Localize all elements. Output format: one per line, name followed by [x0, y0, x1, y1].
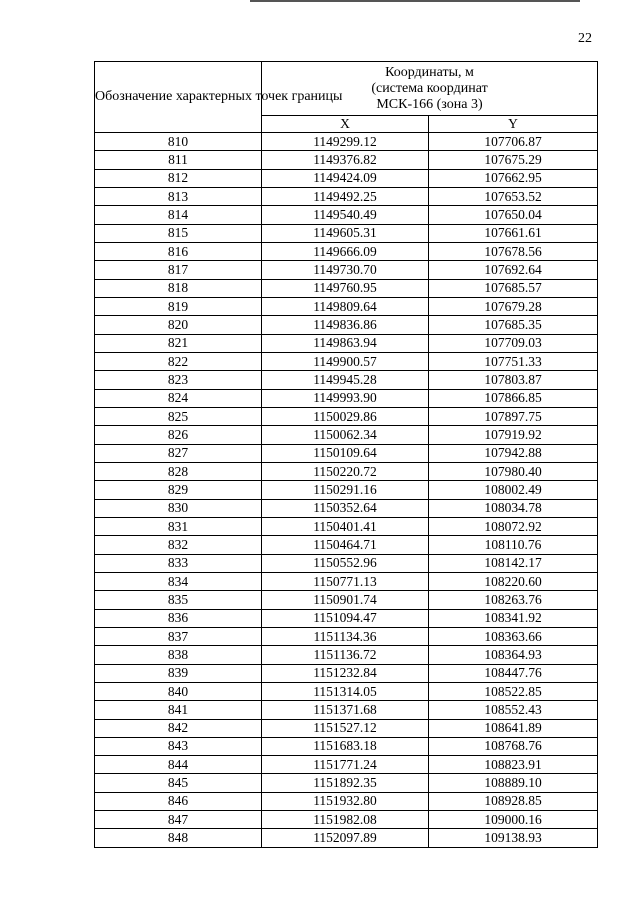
header-x: X	[262, 116, 429, 133]
x-cell: 1150552.96	[262, 554, 429, 572]
table-row	[95, 151, 598, 169]
table-row	[95, 481, 598, 499]
point-cell: 815	[95, 224, 262, 242]
y-cell: 108522.85	[429, 682, 598, 700]
x-cell: 1149376.82	[262, 151, 429, 169]
table-row	[95, 499, 598, 517]
y-cell: 108641.89	[429, 719, 598, 737]
table-row	[95, 701, 598, 719]
y-cell: 107685.57	[429, 279, 598, 297]
table-row	[95, 719, 598, 737]
y-cell: 107751.33	[429, 352, 598, 370]
y-cell: 107650.04	[429, 206, 598, 224]
header-coords-line2: (система координат	[371, 80, 488, 96]
table-row	[95, 811, 598, 829]
table-row	[95, 536, 598, 554]
table-row	[95, 829, 598, 847]
page-number: 22	[578, 31, 592, 46]
point-cell: 811	[95, 151, 262, 169]
x-cell: 1151771.24	[262, 756, 429, 774]
x-cell: 1149945.28	[262, 371, 429, 389]
x-cell: 1150029.86	[262, 407, 429, 425]
point-cell: 829	[95, 481, 262, 499]
x-cell: 1151982.08	[262, 811, 429, 829]
table-row	[95, 407, 598, 425]
point-cell: 820	[95, 316, 262, 334]
y-cell: 108823.91	[429, 756, 598, 774]
table-row	[95, 206, 598, 224]
coordinates-table	[94, 61, 598, 848]
y-cell: 108552.43	[429, 701, 598, 719]
point-cell: 827	[95, 444, 262, 462]
x-cell: 1150901.74	[262, 591, 429, 609]
table-row	[95, 682, 598, 700]
y-cell: 108928.85	[429, 792, 598, 810]
x-cell: 1149809.64	[262, 297, 429, 315]
table-row	[95, 572, 598, 590]
header-y: Y	[429, 116, 598, 133]
y-cell: 108889.10	[429, 774, 598, 792]
y-cell: 107709.03	[429, 334, 598, 352]
point-cell: 819	[95, 297, 262, 315]
x-cell: 1151134.36	[262, 627, 429, 645]
point-cell: 830	[95, 499, 262, 517]
table-row	[95, 279, 598, 297]
table-row	[95, 133, 598, 151]
x-cell: 1151232.84	[262, 664, 429, 682]
point-cell: 837	[95, 627, 262, 645]
point-cell: 845	[95, 774, 262, 792]
x-cell: 1151683.18	[262, 737, 429, 755]
y-cell: 109000.16	[429, 811, 598, 829]
y-cell: 107661.61	[429, 224, 598, 242]
point-cell: 834	[95, 572, 262, 590]
x-cell: 1151932.80	[262, 792, 429, 810]
x-cell: 1149760.95	[262, 279, 429, 297]
table-row	[95, 261, 598, 279]
header-coords-line1: Координаты, м	[385, 64, 474, 80]
x-cell: 1151094.47	[262, 609, 429, 627]
x-cell: 1149666.09	[262, 242, 429, 260]
x-cell: 1152097.89	[262, 829, 429, 847]
table-row	[95, 169, 598, 187]
x-cell: 1151371.68	[262, 701, 429, 719]
point-cell: 841	[95, 701, 262, 719]
y-cell: 108263.76	[429, 591, 598, 609]
y-cell: 109138.93	[429, 829, 598, 847]
table-row	[95, 609, 598, 627]
top-rule	[250, 0, 580, 2]
y-cell: 108220.60	[429, 572, 598, 590]
y-cell: 108110.76	[429, 536, 598, 554]
point-cell: 842	[95, 719, 262, 737]
point-cell: 828	[95, 462, 262, 480]
y-cell: 108341.92	[429, 609, 598, 627]
point-cell: 822	[95, 352, 262, 370]
x-cell: 1149424.09	[262, 169, 429, 187]
y-cell: 107675.29	[429, 151, 598, 169]
point-cell: 821	[95, 334, 262, 352]
table-row	[95, 664, 598, 682]
table-row	[95, 737, 598, 755]
x-cell: 1149299.12	[262, 133, 429, 151]
y-cell: 107866.85	[429, 389, 598, 407]
point-cell: 818	[95, 279, 262, 297]
x-cell: 1150464.71	[262, 536, 429, 554]
x-cell: 1151314.05	[262, 682, 429, 700]
point-cell: 835	[95, 591, 262, 609]
header-coords-line3: МСК-166 (зона 3)	[376, 96, 483, 112]
x-cell: 1149605.31	[262, 224, 429, 242]
header-point-designation: Обозначение характерных точек границы	[95, 62, 262, 133]
table-row	[95, 646, 598, 664]
x-cell: 1150220.72	[262, 462, 429, 480]
x-cell: 1150109.64	[262, 444, 429, 462]
point-cell: 813	[95, 187, 262, 205]
point-cell: 832	[95, 536, 262, 554]
x-cell: 1149492.25	[262, 187, 429, 205]
y-cell: 108072.92	[429, 517, 598, 535]
y-cell: 107706.87	[429, 133, 598, 151]
y-cell: 108034.78	[429, 499, 598, 517]
point-cell: 838	[95, 646, 262, 664]
point-cell: 812	[95, 169, 262, 187]
x-cell: 1149863.94	[262, 334, 429, 352]
table-row	[95, 187, 598, 205]
point-cell: 823	[95, 371, 262, 389]
table-row	[95, 352, 598, 370]
x-cell: 1149900.57	[262, 352, 429, 370]
y-cell: 107942.88	[429, 444, 598, 462]
table-row	[95, 756, 598, 774]
table-row	[95, 297, 598, 315]
x-cell: 1150062.34	[262, 426, 429, 444]
y-cell: 108002.49	[429, 481, 598, 499]
table-row	[95, 462, 598, 480]
y-cell: 108363.66	[429, 627, 598, 645]
point-cell: 831	[95, 517, 262, 535]
x-cell: 1150401.41	[262, 517, 429, 535]
table-row	[95, 316, 598, 334]
x-cell: 1149730.70	[262, 261, 429, 279]
y-cell: 108447.76	[429, 664, 598, 682]
y-cell: 107653.52	[429, 187, 598, 205]
table-row	[95, 224, 598, 242]
x-cell: 1151136.72	[262, 646, 429, 664]
x-cell: 1151892.35	[262, 774, 429, 792]
table-row	[95, 444, 598, 462]
x-cell: 1150352.64	[262, 499, 429, 517]
point-cell: 833	[95, 554, 262, 572]
point-cell: 817	[95, 261, 262, 279]
y-cell: 108142.17	[429, 554, 598, 572]
y-cell: 107803.87	[429, 371, 598, 389]
point-cell: 839	[95, 664, 262, 682]
y-cell: 107662.95	[429, 169, 598, 187]
point-cell: 826	[95, 426, 262, 444]
point-cell: 824	[95, 389, 262, 407]
table-row	[95, 389, 598, 407]
point-cell: 843	[95, 737, 262, 755]
table-row	[95, 627, 598, 645]
x-cell: 1149540.49	[262, 206, 429, 224]
table-row	[95, 517, 598, 535]
y-cell: 107678.56	[429, 242, 598, 260]
table-row	[95, 242, 598, 260]
point-cell: 840	[95, 682, 262, 700]
table-row	[95, 371, 598, 389]
y-cell: 107692.64	[429, 261, 598, 279]
x-cell: 1150291.16	[262, 481, 429, 499]
x-cell: 1149993.90	[262, 389, 429, 407]
x-cell: 1150771.13	[262, 572, 429, 590]
y-cell: 107897.75	[429, 407, 598, 425]
x-cell: 1151527.12	[262, 719, 429, 737]
y-cell: 108768.76	[429, 737, 598, 755]
table-row	[95, 334, 598, 352]
point-cell: 814	[95, 206, 262, 224]
table-row	[95, 554, 598, 572]
table-row	[95, 591, 598, 609]
point-cell: 825	[95, 407, 262, 425]
point-cell: 836	[95, 609, 262, 627]
point-cell: 847	[95, 811, 262, 829]
point-cell: 816	[95, 242, 262, 260]
x-cell: 1149836.86	[262, 316, 429, 334]
point-cell: 848	[95, 829, 262, 847]
y-cell: 107919.92	[429, 426, 598, 444]
y-cell: 107679.28	[429, 297, 598, 315]
table-row	[95, 426, 598, 444]
point-cell: 844	[95, 756, 262, 774]
point-cell: 810	[95, 133, 262, 151]
y-cell: 107980.40	[429, 462, 598, 480]
table-row	[95, 774, 598, 792]
point-cell: 846	[95, 792, 262, 810]
table-row	[95, 792, 598, 810]
y-cell: 107685.35	[429, 316, 598, 334]
y-cell: 108364.93	[429, 646, 598, 664]
